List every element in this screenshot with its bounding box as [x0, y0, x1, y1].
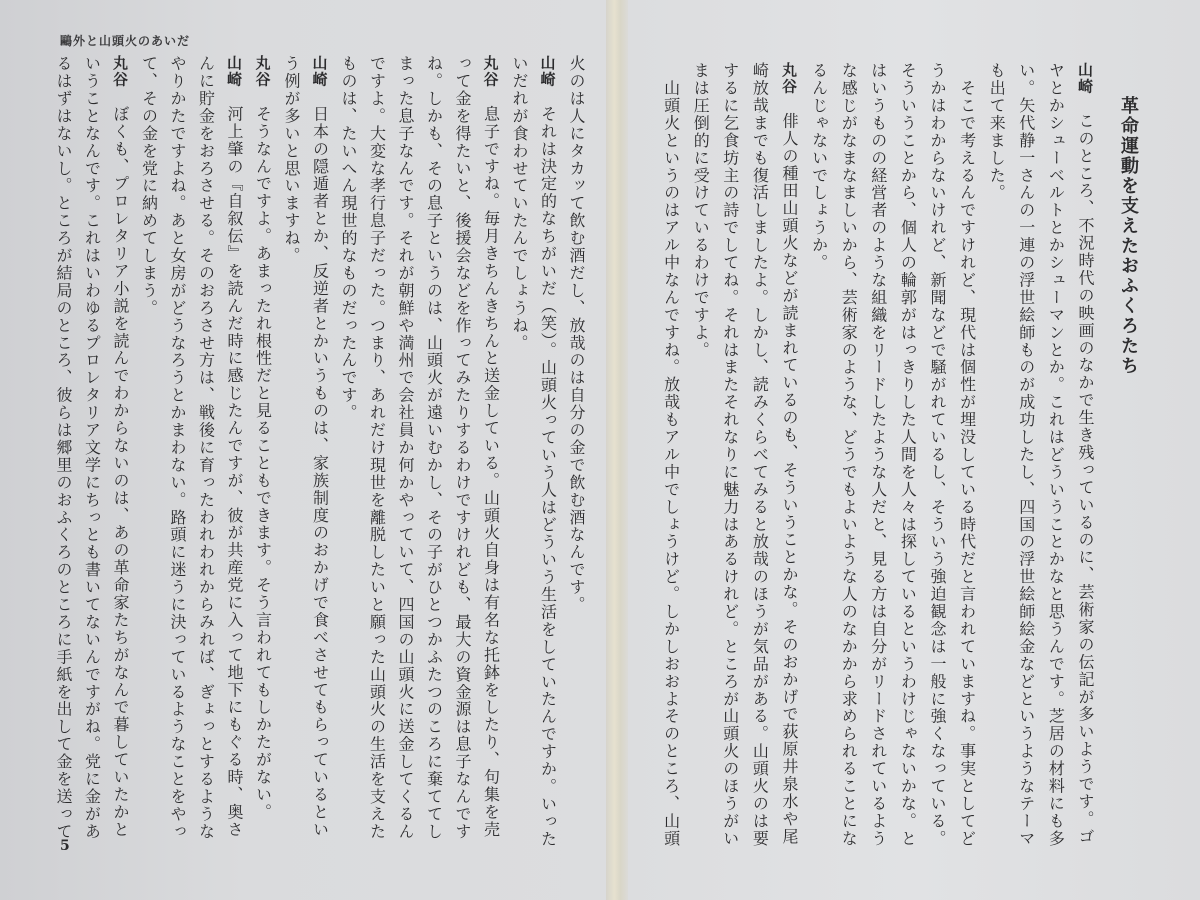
text-column	[1016, 62, 1036, 847]
column-text: このところ、不況時代の映画のなかで生き残っているのに、芸術家の伝記が多いようです。ゴ	[1076, 112, 1095, 846]
column-text: るんじゃないでしょうか。	[809, 62, 829, 272]
section-title: 革命運動を支えたおふくろたち	[1118, 96, 1139, 376]
text-column	[395, 55, 415, 840]
speaker-label: 丸谷	[111, 55, 129, 88]
column-text: い。矢代静一さんの一連の浮世絵師ものが成功したし、四国の浮世絵師絵金などというようなテーマ	[1016, 62, 1036, 848]
column-text: するに乞食坊主の詩でしてね。それはまたそれなりに魅力はあるけれど。ところが山頭火のほうがい	[720, 62, 740, 848]
column-text: いうことなんです。これはいわゆるプロレタリア文学にちっとも書いてないんですがね。党に金があ	[82, 55, 102, 841]
text-column	[1045, 62, 1065, 847]
column-text: って金を得たいと、後援会などを作ってみたりするわけですけれども、最大の資金源は息子なんです	[453, 55, 472, 841]
text-column	[139, 55, 159, 317]
running-head: 鷗外と山頭火のあいだ	[60, 34, 191, 48]
column-text: やりかたですよね。あと女房がどうなろうとかまわない。路頭に迷うに決っているようなことをやっ	[168, 55, 187, 841]
column-text: な感じがなまなましいから、芸術家のような、どうでもよいような人のなかから求められることにな	[839, 62, 859, 848]
text-column	[838, 62, 858, 847]
column-text: 河上肇の『自叙伝』を読んだ時に感じたんですが、彼が共産党に入って地下にもぐる時、奥さ	[225, 105, 244, 839]
speaker-label: 山崎	[1076, 62, 1094, 95]
column-text: ぼくも、プロレタリア小説を読んでわからないのは、あの革命家たちがなんで暮していたかと	[111, 105, 130, 839]
speaker-label: 丸谷	[253, 55, 272, 88]
column-text: ものは、たいへん現世的なものだったんです。	[339, 55, 358, 422]
dialogue-line	[538, 55, 558, 848]
book-gutter	[606, 0, 630, 900]
column-text: 崎放哉までも復活しましたよ。しかし、読みくらべてみると放哉のほうが気品がある。山頭火のは要	[750, 62, 770, 848]
text-column	[690, 62, 710, 359]
column-text: まは圧倒的に受けているわけですよ。	[691, 62, 711, 359]
speaker-label: 丸谷	[481, 55, 500, 88]
text-column	[281, 55, 301, 264]
text-column	[424, 55, 444, 840]
speaker-label: 山崎	[538, 55, 557, 88]
column-text: も出て来ました。	[987, 62, 1007, 202]
column-text: ですよ。大変な孝行息子だった。つまり、あれだけ現世を離脱したいと願った山頭火の生活を支えた	[367, 55, 387, 841]
text-column	[809, 62, 829, 271]
column-text: はいうものの経営者のような組織をリードしたような人だと、見る方は自分がリードされているよう	[868, 62, 888, 848]
column-text: うかはわからないけれど、新聞などで騒がれているし、そういう強迫観念は一般に強くなっている。	[928, 62, 947, 848]
text-column	[452, 55, 472, 840]
column-text: いだれが食わせていたんでしょうね。	[510, 55, 529, 352]
text-column	[167, 55, 187, 840]
dialogue-line	[110, 55, 130, 838]
text-column	[897, 62, 917, 847]
dialogue-line	[253, 55, 273, 821]
text-column	[927, 62, 947, 847]
column-text: 日本の隠遁者とか、反逆者とかいうものは、家族制度のおかげで食べさせてもらっているとい	[310, 105, 330, 839]
text-column	[82, 55, 102, 840]
page-number: 5	[60, 838, 70, 854]
column-text: そうなんですよ。あまったれ根性だと見ることもできます。そう言われてもしかたがない。	[253, 105, 273, 821]
column-text: まった息子なんです。それが朝鮮や満州で会社員か何かやっていて、四国の山頭火に送金してくるん	[396, 55, 415, 841]
dialogue-line	[779, 62, 799, 845]
column-text: 山頭火というのはアル中なんですね。放哉もアル中でしょうけど。しかしおおよそのところ、山頭	[661, 62, 681, 848]
right-page	[628, 0, 1200, 900]
dialogue-line	[481, 55, 501, 838]
column-text: そこで考えるんですけれど、現代は個性が埋没している時代だと言われていますね。事実としてど	[957, 62, 977, 848]
text-column	[661, 62, 681, 847]
text-column	[53, 55, 73, 840]
column-text: 息子ですね。毎月きちんきちんと送金している。山頭火自身は有名な托鉢をしたり、句集を売	[481, 105, 501, 839]
column-text: それは決定的なちがいだ（笑）。山頭火っていう人はどういう生活をしていたんですか。いった	[538, 105, 558, 848]
column-text: んに貯金をおろさせる。そのおろさせ方は、戦後に育ったわれわれからみれば、ぎょっとするような	[196, 55, 216, 841]
text-column	[957, 62, 977, 847]
column-text: るはずはないし。ところが結局のところ、彼らは郷里のおふくろのところに手紙を出して金を送って	[54, 55, 73, 841]
text-column	[720, 62, 740, 847]
column-text: ヤとかシューベルトとかシューマンとか。これはどういうことかなと思うんです。芝居の材料にも多	[1046, 62, 1066, 848]
text-column	[566, 55, 586, 613]
column-text: 俳人の種田山頭火などが読まれているのも、そういうことかな。そのおかげで荻原井泉水や尾	[780, 112, 799, 846]
text-column	[509, 55, 529, 352]
column-text: そういうことから、個人の輪郭がはっきりした人間を人々は探しているというわけじゃないかな。と	[898, 62, 918, 848]
text-column	[868, 62, 888, 847]
dialogue-line	[1075, 62, 1095, 845]
column-text: 火のは人にタカッて飲む酒だし、放哉のは自分の金で飲む酒なんです。	[567, 55, 586, 614]
column-text: う例が多いと思いますね。	[282, 55, 301, 265]
dialogue-line	[310, 55, 330, 838]
text-column	[749, 62, 769, 847]
text-column	[338, 55, 358, 421]
speaker-label: 丸谷	[780, 62, 798, 95]
column-text: て、その金を党に納めてしまう。	[139, 55, 159, 317]
speaker-label: 山崎	[310, 55, 329, 88]
text-column	[367, 55, 387, 840]
text-column	[986, 62, 1006, 202]
speaker-label: 山崎	[225, 55, 243, 88]
text-column	[196, 55, 216, 840]
dialogue-line	[224, 55, 244, 838]
column-text: ね。しかも、その息子というのは、山頭火が遠いむかし、その子がひとつかふたつのころに棄ててし	[424, 55, 444, 841]
